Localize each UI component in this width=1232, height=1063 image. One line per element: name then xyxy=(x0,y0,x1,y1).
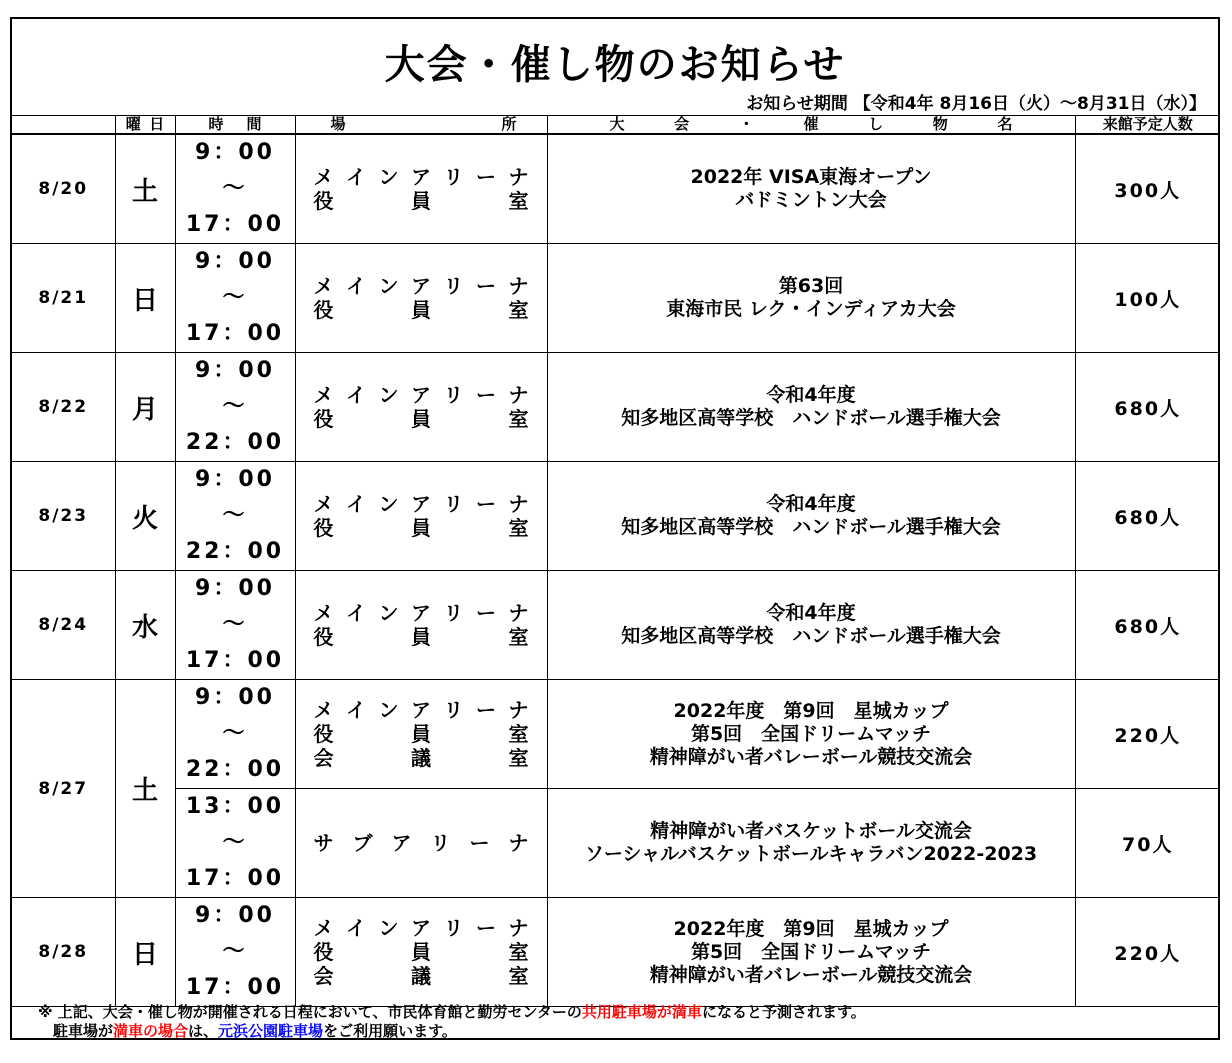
place-cell xyxy=(295,571,547,680)
weekday-cell: 火 xyxy=(115,462,175,571)
place-char: ン xyxy=(378,698,399,722)
end-time: 22：00 xyxy=(185,430,285,455)
event-line: 令和4年度 xyxy=(766,384,856,406)
event-cell xyxy=(547,680,1075,789)
time-separator: ～ xyxy=(222,612,248,637)
place-char: 員 xyxy=(411,625,431,649)
attendance-cell: 100人 xyxy=(1075,244,1220,353)
place-line xyxy=(314,383,529,407)
place-char: ナ xyxy=(508,698,529,722)
place-char: ア xyxy=(411,165,431,189)
place-char: ナ xyxy=(508,916,529,940)
place-char: サ xyxy=(313,831,334,855)
place-cell xyxy=(295,789,547,898)
note-segment: 満車の場合 xyxy=(113,1022,189,1040)
header-day xyxy=(115,116,175,135)
event-line: 第5回 全国ドリームマッチ xyxy=(690,940,932,963)
attendance-cell: 300人 xyxy=(1075,134,1220,244)
place-char: リ xyxy=(443,698,464,722)
header-event-char: し xyxy=(868,115,884,133)
table-row xyxy=(12,134,1220,244)
place-char: ナ xyxy=(508,383,529,407)
place-char: 役 xyxy=(313,298,334,322)
place-char: メ xyxy=(313,274,334,298)
place-line xyxy=(314,831,529,855)
place-char: メ xyxy=(313,492,334,516)
note-line-1 xyxy=(38,1003,866,1022)
place-char: リ xyxy=(430,831,451,855)
place-char: イ xyxy=(346,698,366,722)
weekday-cell: 日 xyxy=(115,898,175,1007)
end-time: 17：00 xyxy=(185,975,285,1000)
date-cell: 8/28 xyxy=(12,898,115,1007)
header-event xyxy=(547,116,1075,135)
weekday-cell: 水 xyxy=(115,571,175,680)
header-time xyxy=(175,116,295,135)
place-line xyxy=(314,274,529,298)
place-char: ー xyxy=(476,601,496,625)
place-char: ナ xyxy=(508,492,529,516)
date-cell: 8/27 xyxy=(12,680,115,898)
place-char: 室 xyxy=(508,298,529,322)
place-char: イ xyxy=(346,916,366,940)
header-day-char: 日 xyxy=(149,115,165,133)
place-char: 役 xyxy=(313,516,334,540)
place-char: ン xyxy=(378,601,399,625)
place-line xyxy=(314,940,529,964)
table-row xyxy=(12,680,1220,789)
table-row xyxy=(12,898,1220,1007)
time-cell xyxy=(175,680,295,789)
date-cell: 8/24 xyxy=(12,571,115,680)
attendance-cell: 680人 xyxy=(1075,462,1220,571)
place-char: 議 xyxy=(411,964,431,988)
place-char: ナ xyxy=(508,601,529,625)
place-char: リ xyxy=(443,165,464,189)
place-char: ア xyxy=(391,831,412,855)
place-char: イ xyxy=(346,601,366,625)
place-line xyxy=(314,189,529,213)
place-char: ナ xyxy=(508,165,529,189)
event-line: 令和4年度 xyxy=(766,493,856,515)
end-time: 22：00 xyxy=(185,757,285,782)
place-char: 室 xyxy=(508,940,529,964)
header-place xyxy=(295,116,547,135)
place-char: イ xyxy=(346,492,366,516)
place-char: 役 xyxy=(313,407,334,431)
place-char: 役 xyxy=(313,625,334,649)
event-line: 2022年度 第9回 星城カップ xyxy=(673,699,949,722)
start-time: 9：00 xyxy=(195,685,275,710)
page-title: 大会・催し物のお知らせ xyxy=(384,42,846,88)
table-header-row xyxy=(12,116,1220,135)
place-char: 員 xyxy=(411,940,431,964)
place-line xyxy=(314,165,529,189)
weekday-cell: 土 xyxy=(115,134,175,244)
event-line: 第63回 xyxy=(778,275,844,297)
attendance-cell: 70人 xyxy=(1075,789,1220,898)
event-line: 東海市民 レク・インディアカ大会 xyxy=(666,298,956,320)
start-time: 9：00 xyxy=(195,140,275,165)
end-time: 17：00 xyxy=(185,866,285,891)
place-line xyxy=(314,407,529,431)
header-event-char: 名 xyxy=(997,115,1013,133)
attendance-cell: 220人 xyxy=(1075,898,1220,1007)
attendance-cell: 680人 xyxy=(1075,571,1220,680)
event-line: 2022年度 第9回 星城カップ xyxy=(673,917,949,940)
table-row xyxy=(12,571,1220,680)
place-char: 室 xyxy=(508,189,529,213)
place-char: メ xyxy=(313,601,334,625)
place-char: 議 xyxy=(411,746,431,770)
header-count xyxy=(1075,116,1220,135)
header-event-char: 大 xyxy=(609,115,625,133)
place-cell xyxy=(295,898,547,1007)
place-char: リ xyxy=(443,383,464,407)
time-separator: ～ xyxy=(222,285,248,310)
end-time: 17：00 xyxy=(185,212,285,237)
place-char: メ xyxy=(313,165,334,189)
place-line xyxy=(314,625,529,649)
place-char: メ xyxy=(313,916,334,940)
place-char: ア xyxy=(411,274,431,298)
place-line xyxy=(314,746,529,770)
header-event-char: 催 xyxy=(803,115,819,133)
table-row xyxy=(12,462,1220,571)
start-time: 13：00 xyxy=(185,794,285,819)
place-char: 員 xyxy=(411,407,431,431)
time-separator: ～ xyxy=(222,503,248,528)
event-cell xyxy=(547,571,1075,680)
place-char: ー xyxy=(476,916,496,940)
note-line-2 xyxy=(38,1022,866,1041)
header-date xyxy=(12,116,115,135)
notes xyxy=(38,1003,866,1041)
place-line xyxy=(314,516,529,540)
schedule-body xyxy=(12,134,1220,1007)
event-line: 精神障がい者バレーボール競技交流会 xyxy=(649,963,973,986)
time-separator: ～ xyxy=(222,394,248,419)
note-segment: ※ 上記、大会・催し物が開催される日程において、市民体育館と勤労センターの xyxy=(38,1003,582,1021)
place-char: 員 xyxy=(411,189,431,213)
place-char: ア xyxy=(411,916,431,940)
place-char: リ xyxy=(443,916,464,940)
place-char: イ xyxy=(346,274,366,298)
place-char: ン xyxy=(378,916,399,940)
end-time: 22：00 xyxy=(185,539,285,564)
header-event-char: 会 xyxy=(674,115,690,133)
end-time: 17：00 xyxy=(185,648,285,673)
time-separator: ～ xyxy=(222,176,248,201)
start-time: 9：00 xyxy=(195,358,275,383)
note-segment: は、 xyxy=(188,1022,219,1040)
place-char: ン xyxy=(378,165,399,189)
event-line: バドミントン大会 xyxy=(735,189,887,211)
attendance-cell: 220人 xyxy=(1075,680,1220,789)
place-char: 会 xyxy=(313,746,334,770)
header-time-char: 時 xyxy=(208,115,224,133)
event-line: 令和4年度 xyxy=(766,602,856,624)
place-char: ー xyxy=(476,165,496,189)
note-segment: 元浜公園駐車場 xyxy=(218,1022,324,1040)
place-char: ー xyxy=(469,831,490,855)
event-line: 知多地区高等学校 ハンドボール選手権大会 xyxy=(621,407,1001,429)
place-line xyxy=(314,964,529,988)
event-cell xyxy=(547,244,1075,353)
time-cell xyxy=(175,789,295,898)
time-cell xyxy=(175,134,295,244)
end-time: 17：00 xyxy=(185,321,285,346)
date-cell: 8/23 xyxy=(12,462,115,571)
time-cell xyxy=(175,898,295,1007)
header-event-char: ・ xyxy=(738,115,754,133)
schedule-table xyxy=(12,115,1220,1007)
place-char: ア xyxy=(411,698,431,722)
place-char: ー xyxy=(476,383,496,407)
time-separator: ～ xyxy=(222,721,248,746)
start-time: 9：00 xyxy=(195,249,275,274)
place-line xyxy=(314,298,529,322)
start-time: 9：00 xyxy=(195,903,275,928)
place-char: ナ xyxy=(508,831,529,855)
place-cell xyxy=(295,353,547,462)
place-line xyxy=(314,698,529,722)
event-line: 第5回 全国ドリームマッチ xyxy=(690,722,932,745)
weekday-cell: 月 xyxy=(115,353,175,462)
place-char: 員 xyxy=(411,516,431,540)
place-char: 会 xyxy=(313,964,334,988)
place-cell xyxy=(295,462,547,571)
attendance-cell: 680人 xyxy=(1075,353,1220,462)
start-time: 9：00 xyxy=(195,467,275,492)
place-char: ブ xyxy=(352,831,373,855)
table-row xyxy=(12,789,1220,898)
event-line: ソーシャルバスケットボールキャラバン2022-2023 xyxy=(584,843,1038,865)
place-char: ー xyxy=(476,698,496,722)
note-segment: になると予測されます。 xyxy=(701,1003,866,1021)
header-day-char: 曜 xyxy=(125,115,141,133)
place-char: 室 xyxy=(508,407,529,431)
event-cell xyxy=(547,353,1075,462)
place-cell xyxy=(295,680,547,789)
start-time: 9：00 xyxy=(195,576,275,601)
header-count-label: 来館予定人数 xyxy=(1102,115,1193,133)
event-cell xyxy=(547,462,1075,571)
place-char: ン xyxy=(378,383,399,407)
event-cell xyxy=(547,789,1075,898)
place-char: ア xyxy=(411,492,431,516)
header-event-char: 物 xyxy=(932,115,948,133)
place-char: ー xyxy=(476,274,496,298)
event-line: 知多地区高等学校 ハンドボール選手権大会 xyxy=(621,516,1001,538)
place-char: 員 xyxy=(411,298,431,322)
date-cell: 8/20 xyxy=(12,134,115,244)
event-line: 2022年 VISA東海オープン xyxy=(690,166,932,188)
event-line: 精神障がい者バスケットボール交流会 xyxy=(650,820,972,842)
place-char: 室 xyxy=(508,722,529,746)
place-cell xyxy=(295,244,547,353)
notice-frame xyxy=(10,17,1220,1040)
header-place-char: 所 xyxy=(501,115,517,133)
place-char: イ xyxy=(346,383,366,407)
place-char: ー xyxy=(476,492,496,516)
table-row xyxy=(12,244,1220,353)
date-cell: 8/21 xyxy=(12,244,115,353)
place-char: 室 xyxy=(508,516,529,540)
place-char: リ xyxy=(443,274,464,298)
place-line xyxy=(314,722,529,746)
place-line xyxy=(314,916,529,940)
place-char: 役 xyxy=(313,189,334,213)
place-char: ナ xyxy=(508,274,529,298)
place-line xyxy=(314,601,529,625)
place-char: ア xyxy=(411,383,431,407)
place-line xyxy=(314,492,529,516)
place-char: ア xyxy=(411,601,431,625)
place-char: 室 xyxy=(508,625,529,649)
notice-period: お知らせ期間 【令和4年 8月16日（火）～8月31日（水）】 xyxy=(746,94,1206,114)
place-char: ン xyxy=(378,492,399,516)
time-cell xyxy=(175,353,295,462)
note-segment: 共用駐車場が満車 xyxy=(581,1003,702,1021)
event-line: 知多地区高等学校 ハンドボール選手権大会 xyxy=(621,625,1001,647)
header-time-char: 間 xyxy=(246,115,262,133)
place-char: 役 xyxy=(313,722,334,746)
event-cell xyxy=(547,898,1075,1007)
time-cell xyxy=(175,571,295,680)
event-cell xyxy=(547,134,1075,244)
place-char: 役 xyxy=(313,940,334,964)
time-separator: ～ xyxy=(222,830,248,855)
weekday-cell: 日 xyxy=(115,244,175,353)
place-char: 室 xyxy=(508,964,529,988)
place-cell xyxy=(295,134,547,244)
place-char: ン xyxy=(378,274,399,298)
note-segment: をご利用願います。 xyxy=(323,1022,457,1040)
event-line: 精神障がい者バレーボール競技交流会 xyxy=(649,745,973,768)
time-cell xyxy=(175,244,295,353)
place-char: リ xyxy=(443,492,464,516)
place-char: 室 xyxy=(508,746,529,770)
place-char: メ xyxy=(313,383,334,407)
place-char: 員 xyxy=(411,722,431,746)
table-row xyxy=(12,353,1220,462)
time-separator: ～ xyxy=(222,939,248,964)
date-cell: 8/22 xyxy=(12,353,115,462)
place-char: メ xyxy=(313,698,334,722)
header-place-char: 場 xyxy=(330,115,346,133)
place-char: イ xyxy=(346,165,366,189)
place-char: リ xyxy=(443,601,464,625)
note-segment: 駐車場が xyxy=(38,1022,114,1040)
weekday-cell: 土 xyxy=(115,680,175,898)
time-cell xyxy=(175,462,295,571)
